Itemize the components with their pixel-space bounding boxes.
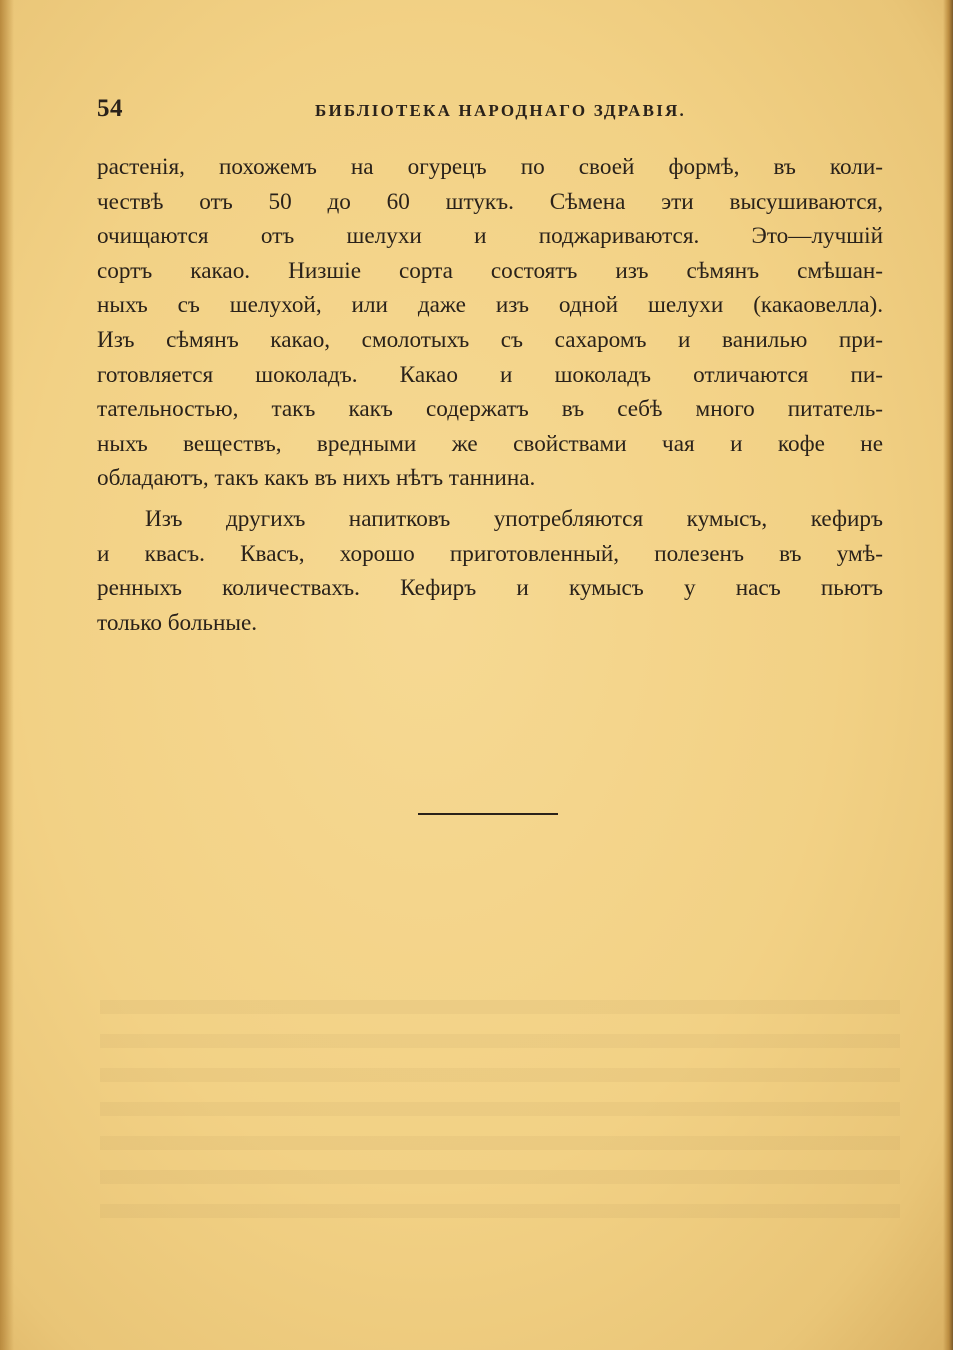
- text-line: Изъ другихъ напитковъ употребляются кумысъ, кефиръ: [145, 505, 883, 532]
- text-line: чествѣ отъ 50 до 60 штукъ. Сѣмена эти высушиваются,: [97, 188, 883, 215]
- text-line: готовляется шоколадъ. Какао и шоколадъ отличаются пи-: [97, 361, 883, 388]
- text-line: ныхъ съ шелухой, или даже изъ одной шелухи (какаовелла).: [97, 292, 883, 319]
- text-line: только больные.: [97, 609, 258, 636]
- show-through-text: [100, 1000, 900, 1230]
- text-line: ренныхъ количествахъ. Кефиръ и кумысъ у насъ пьютъ: [97, 575, 883, 602]
- text-line: тательностью, такъ какъ содержатъ въ себѣ много питатель-: [97, 396, 883, 423]
- text-line: Изъ сѣмянъ какао, смолотыхъ съ сахаромъ и ванилью при-: [97, 326, 883, 353]
- text-line: и квасъ. Квасъ, хорошо приготовленный, полезенъ въ умѣ-: [97, 540, 883, 567]
- chapter-end-rule: [418, 813, 558, 815]
- page-left-edge-shadow: [0, 0, 14, 1350]
- paragraph-1: [97, 150, 883, 496]
- text-line: сортъ какао. Низшіе сорта состоятъ изъ сѣмянъ смѣшан-: [97, 257, 883, 284]
- page-right-edge-shadow: [943, 0, 953, 1350]
- page-number: 54: [97, 95, 123, 122]
- text-line: очищаются отъ шелухи и поджариваются. Это—лучшій: [97, 223, 883, 250]
- text-line: ныхъ веществъ, вредными же свойствами чая и кофе не: [97, 430, 883, 457]
- text-line: растенія, похожемъ на огурецъ по своей формѣ, въ коли-: [97, 154, 883, 180]
- paragraph-2: [97, 502, 883, 640]
- page-header: [97, 95, 883, 125]
- running-title: БИБЛIОТЕКА НАРОДНАГО ЗДРАВІЯ.: [315, 101, 686, 120]
- text-line: обладаютъ, такъ какъ въ нихъ нѣтъ таннина.: [97, 465, 536, 492]
- body-text: [97, 150, 883, 640]
